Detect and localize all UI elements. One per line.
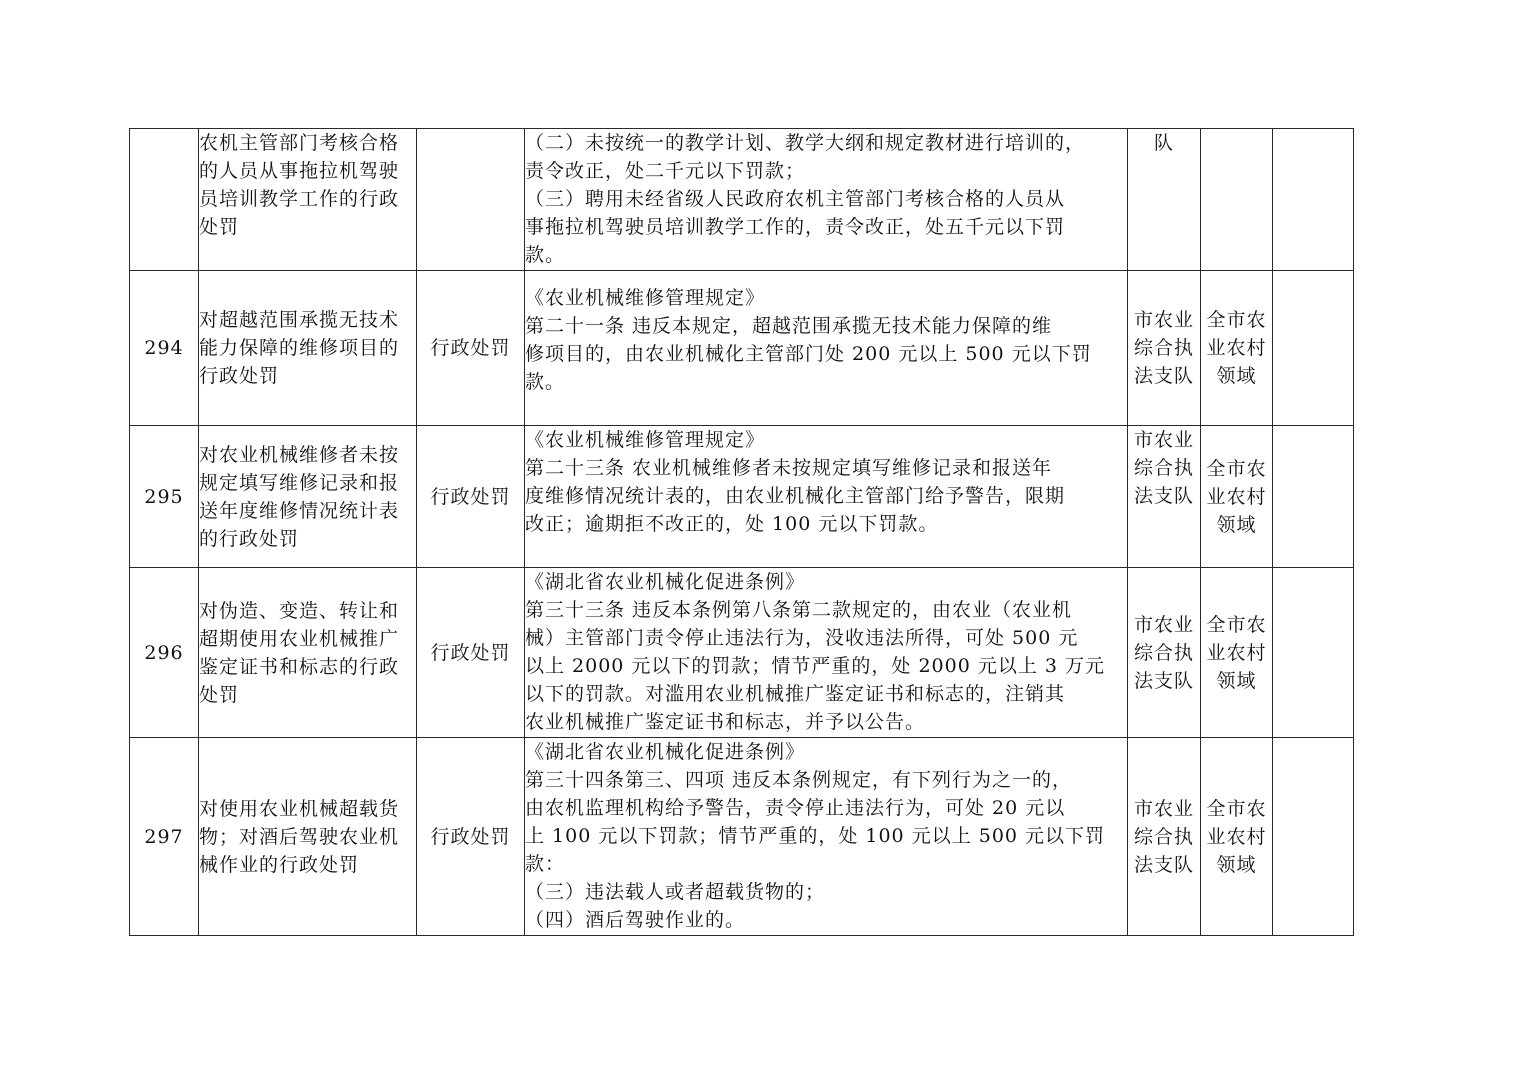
legal-basis-line: 修项目的，由农业机械化主管部门处 200 元以上 500 元以下罚 bbox=[525, 343, 1092, 365]
item-number bbox=[130, 129, 199, 271]
enforcement-department: 队 bbox=[1128, 129, 1201, 271]
remarks bbox=[1273, 271, 1354, 426]
item-type bbox=[417, 129, 525, 271]
legal-basis-line: 款： bbox=[525, 853, 566, 875]
legal-basis bbox=[525, 426, 1128, 568]
legal-basis-line: 第二十三条 农业机械维修者未按规定填写维修记录和报送年 bbox=[525, 457, 1053, 479]
legal-basis-line: 农业机械推广鉴定证书和标志，并予以公告。 bbox=[525, 711, 926, 733]
legal-basis bbox=[525, 129, 1128, 271]
legal-basis-line: 以上 2000 元以下的罚款；情节严重的，处 2000 元以上 3 万元 bbox=[525, 655, 1106, 677]
penalty-table bbox=[129, 128, 1354, 936]
legal-basis-line: 以下的罚款。对滥用农业机械推广鉴定证书和标志的，注销其 bbox=[525, 683, 1066, 705]
legal-basis-line: 《农业机械维修管理规定》 bbox=[525, 429, 766, 451]
applicable-scope: 全市农业农村领域 bbox=[1201, 738, 1273, 936]
legal-basis bbox=[525, 738, 1128, 936]
legal-basis-line: （三）违法载人或者超载货物的； bbox=[525, 881, 826, 903]
legal-basis-line: 上 100 元以下罚款；情节严重的，处 100 元以上 500 元以下罚 bbox=[525, 825, 1106, 847]
enforcement-department: 市农业综合执法支队 bbox=[1128, 568, 1201, 738]
item-name: 农机主管部门考核合格的人员从事拖拉机驾驶员培训教学工作的行政处罚 bbox=[199, 129, 417, 271]
legal-basis-line: 第三十四条第三、四项 违反本条例规定，有下列行为之一的， bbox=[525, 769, 1073, 791]
item-type: 行政处罚 bbox=[417, 738, 525, 936]
item-type: 行政处罚 bbox=[417, 271, 525, 426]
remarks bbox=[1273, 129, 1354, 271]
legal-basis-line: 《湖北省农业机械化促进条例》 bbox=[525, 741, 806, 763]
applicable-scope bbox=[1201, 129, 1273, 271]
legal-basis-line: 《湖北省农业机械化促进条例》 bbox=[525, 571, 806, 593]
legal-basis-line: 第三十三条 违反本条例第八条第二款规定的，由农业（农业机 bbox=[525, 599, 1073, 621]
legal-basis-line: （四）酒后驾驶作业的。 bbox=[525, 909, 746, 931]
legal-basis-line: 械）主管部门责令停止违法行为，没收违法所得，可处 500 元 bbox=[525, 627, 1079, 649]
item-number: 297 bbox=[130, 738, 199, 936]
remarks bbox=[1273, 738, 1354, 936]
applicable-scope: 全市农业农村领域 bbox=[1201, 426, 1273, 568]
item-number: 296 bbox=[130, 568, 199, 738]
item-type: 行政处罚 bbox=[417, 568, 525, 738]
legal-basis-line: 由农机监理机构给予警告，责令停止违法行为，可处 20 元以 bbox=[525, 797, 1066, 819]
table-row bbox=[130, 426, 1354, 568]
remarks bbox=[1273, 568, 1354, 738]
item-name: 对超越范围承揽无技术能力保障的维修项目的行政处罚 bbox=[199, 271, 417, 426]
legal-basis bbox=[525, 271, 1128, 426]
legal-basis-line: 《农业机械维修管理规定》 bbox=[525, 287, 766, 309]
legal-basis bbox=[525, 568, 1128, 738]
legal-basis-line: （三）聘用未经省级人民政府农机主管部门考核合格的人员从 bbox=[525, 188, 1066, 210]
applicable-scope: 全市农业农村领域 bbox=[1201, 271, 1273, 426]
remarks bbox=[1273, 426, 1354, 568]
item-name: 对伪造、变造、转让和超期使用农业机械推广鉴定证书和标志的行政处罚 bbox=[199, 568, 417, 738]
enforcement-department: 市农业综合执法支队 bbox=[1128, 426, 1201, 568]
legal-basis-line: 责令改正，处二千元以下罚款； bbox=[525, 160, 806, 182]
legal-basis-line: 第二十一条 违反本规定，超越范围承揽无技术能力保障的维 bbox=[525, 315, 1053, 337]
item-number: 295 bbox=[130, 426, 199, 568]
table-row bbox=[130, 568, 1354, 738]
legal-basis-line: 款。 bbox=[525, 244, 566, 266]
enforcement-department: 市农业综合执法支队 bbox=[1128, 271, 1201, 426]
item-name: 对使用农业机械超载货物；对酒后驾驶农业机械作业的行政处罚 bbox=[199, 738, 417, 936]
applicable-scope: 全市农业农村领域 bbox=[1201, 568, 1273, 738]
item-name: 对农业机械维修者未按规定填写维修记录和报送年度维修情况统计表的行政处罚 bbox=[199, 426, 417, 568]
item-number: 294 bbox=[130, 271, 199, 426]
table-row bbox=[130, 271, 1354, 426]
enforcement-department: 市农业综合执法支队 bbox=[1128, 738, 1201, 936]
item-type: 行政处罚 bbox=[417, 426, 525, 568]
legal-basis-line: 款。 bbox=[525, 371, 566, 393]
table-row bbox=[130, 129, 1354, 271]
table-row bbox=[130, 738, 1354, 936]
legal-basis-line: 改正；逾期拒不改正的，处 100 元以下罚款。 bbox=[525, 513, 939, 535]
legal-basis-line: 事拖拉机驾驶员培训教学工作的，责令改正，处五千元以下罚 bbox=[525, 216, 1066, 238]
legal-basis-line: （二）未按统一的教学计划、教学大纲和规定教材进行培训的， bbox=[525, 132, 1086, 154]
legal-basis-line: 度维修情况统计表的，由农业机械化主管部门给予警告，限期 bbox=[525, 485, 1066, 507]
